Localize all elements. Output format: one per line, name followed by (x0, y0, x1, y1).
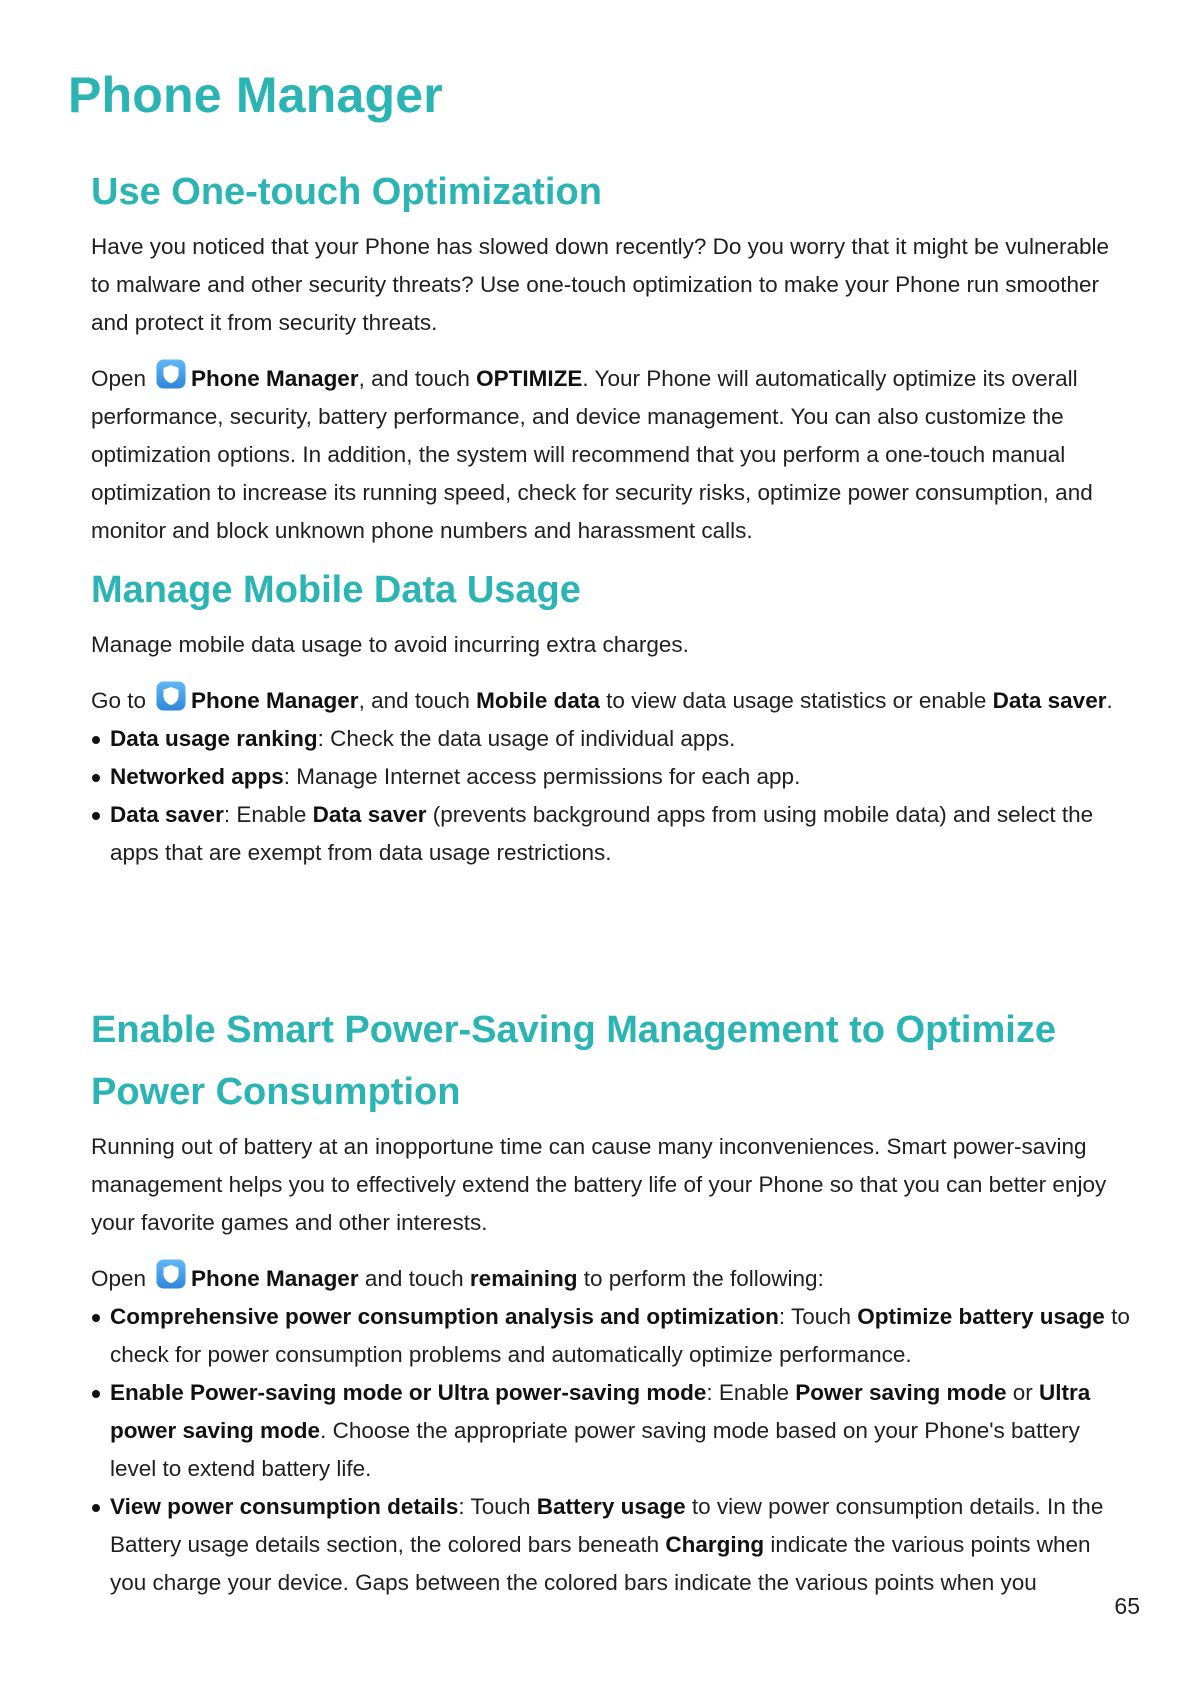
bullet-dot (92, 1314, 100, 1322)
bullet-list (91, 1298, 1131, 1602)
instruction-text: and touch (358, 1266, 470, 1291)
phone-manager-icon (156, 359, 186, 389)
instruction-lead: Open (91, 366, 147, 391)
bullet-text: indicate the various points when you charge your device. Gaps between the colored bars indicate the various points when you (110, 1532, 1091, 1595)
bullet-dot (92, 1390, 100, 1398)
instruction-lead: Go to (91, 688, 147, 713)
instruction-text: . (1106, 688, 1113, 713)
bullet-dot (92, 1504, 100, 1512)
bullet-text: to view power consumption details. In the Battery usage details section, the colored bars beneath (110, 1494, 1104, 1557)
bullet-text: or (1006, 1380, 1040, 1405)
bullet-dot (92, 812, 100, 820)
section-mobile-data-usage (91, 559, 1131, 872)
bullet-text: : Check the data usage of individual apps. (317, 726, 736, 751)
bullet-term: Data usage ranking (110, 726, 318, 751)
list-item (91, 1374, 1131, 1488)
bullet-list (91, 720, 1131, 872)
section-intro: Running out of battery at an inopportune time can cause many inconveniences. Smart power-saving management helps you to effectively extend the battery life of your Phone so that you can better enjoy your favorite games and other interests. (91, 1134, 1107, 1235)
optimize-label: OPTIMIZE (476, 366, 583, 391)
remaining-label: remaining (469, 1266, 578, 1291)
section-intro: Manage mobile data usage to avoid incurring extra charges. (91, 632, 689, 657)
section-instruction (91, 1259, 1131, 1298)
bullet-text: : Enable (706, 1380, 796, 1405)
phone-manager-icon (156, 1259, 186, 1289)
instruction-text: to perform the following: (577, 1266, 824, 1291)
bullet-term: Data saver (312, 802, 427, 827)
bullet-text: : Manage Internet access permissions for each app. (283, 764, 801, 789)
bullet-term: Enable Power-saving mode or Ultra power-saving mode (110, 1380, 707, 1405)
bullet-text: to check for power consumption problems and automatically optimize performance. (110, 1304, 1130, 1367)
bullet-text: : Touch (458, 1494, 537, 1519)
bullet-dot (92, 774, 100, 782)
bullet-dot (92, 736, 100, 744)
section-title: Enable Smart Power-Saving Management to Optimize Power Consumption (91, 1009, 1056, 1113)
section-intro: Have you noticed that your Phone has slowed down recently? Do you worry that it might be vulnerable to malware and other security threats? Use one-touch optimization to make your Phone run smoother and protect it from security threats. (91, 234, 1110, 335)
bullet-term: Power saving mode (795, 1380, 1007, 1405)
bullet-text: . Choose the appropriate power saving mode based on your Phone's battery level to extend battery life. (110, 1418, 1080, 1481)
section-title: Manage Mobile Data Usage (91, 569, 581, 611)
data-saver-label: Data saver (992, 688, 1107, 713)
instruction-text: , and touch (358, 688, 477, 713)
section-instruction (91, 681, 1131, 720)
section-title: Use One-touch Optimization (91, 171, 602, 213)
page-number: 65 (1114, 1593, 1140, 1619)
bullet-text: : Touch (778, 1304, 858, 1329)
list-item (91, 720, 1131, 758)
instruction-text: . Your Phone will automatically optimize its overall performance, security, battery performance, and device management. You can also customize the optimization options. In addition, the system will recommend that you perform a one-touch manual optimization to increase its running speed, check for security risks, optimize power consumption, and monitor and block unknown phone numbers and harassment calls. (91, 366, 1093, 543)
bullet-term: Charging (665, 1532, 765, 1557)
bullet-term: Comprehensive power consumption analysis and optimization (110, 1304, 779, 1329)
mobile-data-label: Mobile data (476, 688, 600, 713)
list-item (91, 1488, 1131, 1602)
bullet-term: Networked apps (110, 764, 284, 789)
bullet-term: Data saver (110, 802, 224, 827)
bullet-term: View power consumption details (110, 1494, 459, 1519)
section-smart-power-saving (91, 999, 1131, 1602)
list-item (91, 758, 1131, 796)
instruction-app-name: Phone Manager (191, 688, 359, 713)
bullet-term: Ultra power saving mode (110, 1380, 1091, 1443)
instruction-app-name: Phone Manager (191, 1266, 359, 1291)
bullet-term: Optimize battery usage (857, 1304, 1105, 1329)
bullet-text: : Enable (223, 802, 313, 827)
instruction-lead: Open (91, 1266, 147, 1291)
list-item (91, 796, 1131, 872)
section-one-touch-optimization (91, 161, 1131, 550)
section-instruction (91, 359, 1131, 550)
chapter-title: Phone Manager (68, 67, 443, 123)
instruction-text: to view data usage statistics or enable (599, 688, 993, 713)
instruction-app-name: Phone Manager (191, 366, 359, 391)
instruction-text: , and touch (358, 366, 477, 391)
phone-manager-icon (156, 681, 186, 711)
bullet-term: Battery usage (536, 1494, 686, 1519)
bullet-text: (prevents background apps from using mobile data) and select the apps that are exempt from data usage restrictions. (110, 802, 1094, 865)
list-item (91, 1298, 1131, 1374)
